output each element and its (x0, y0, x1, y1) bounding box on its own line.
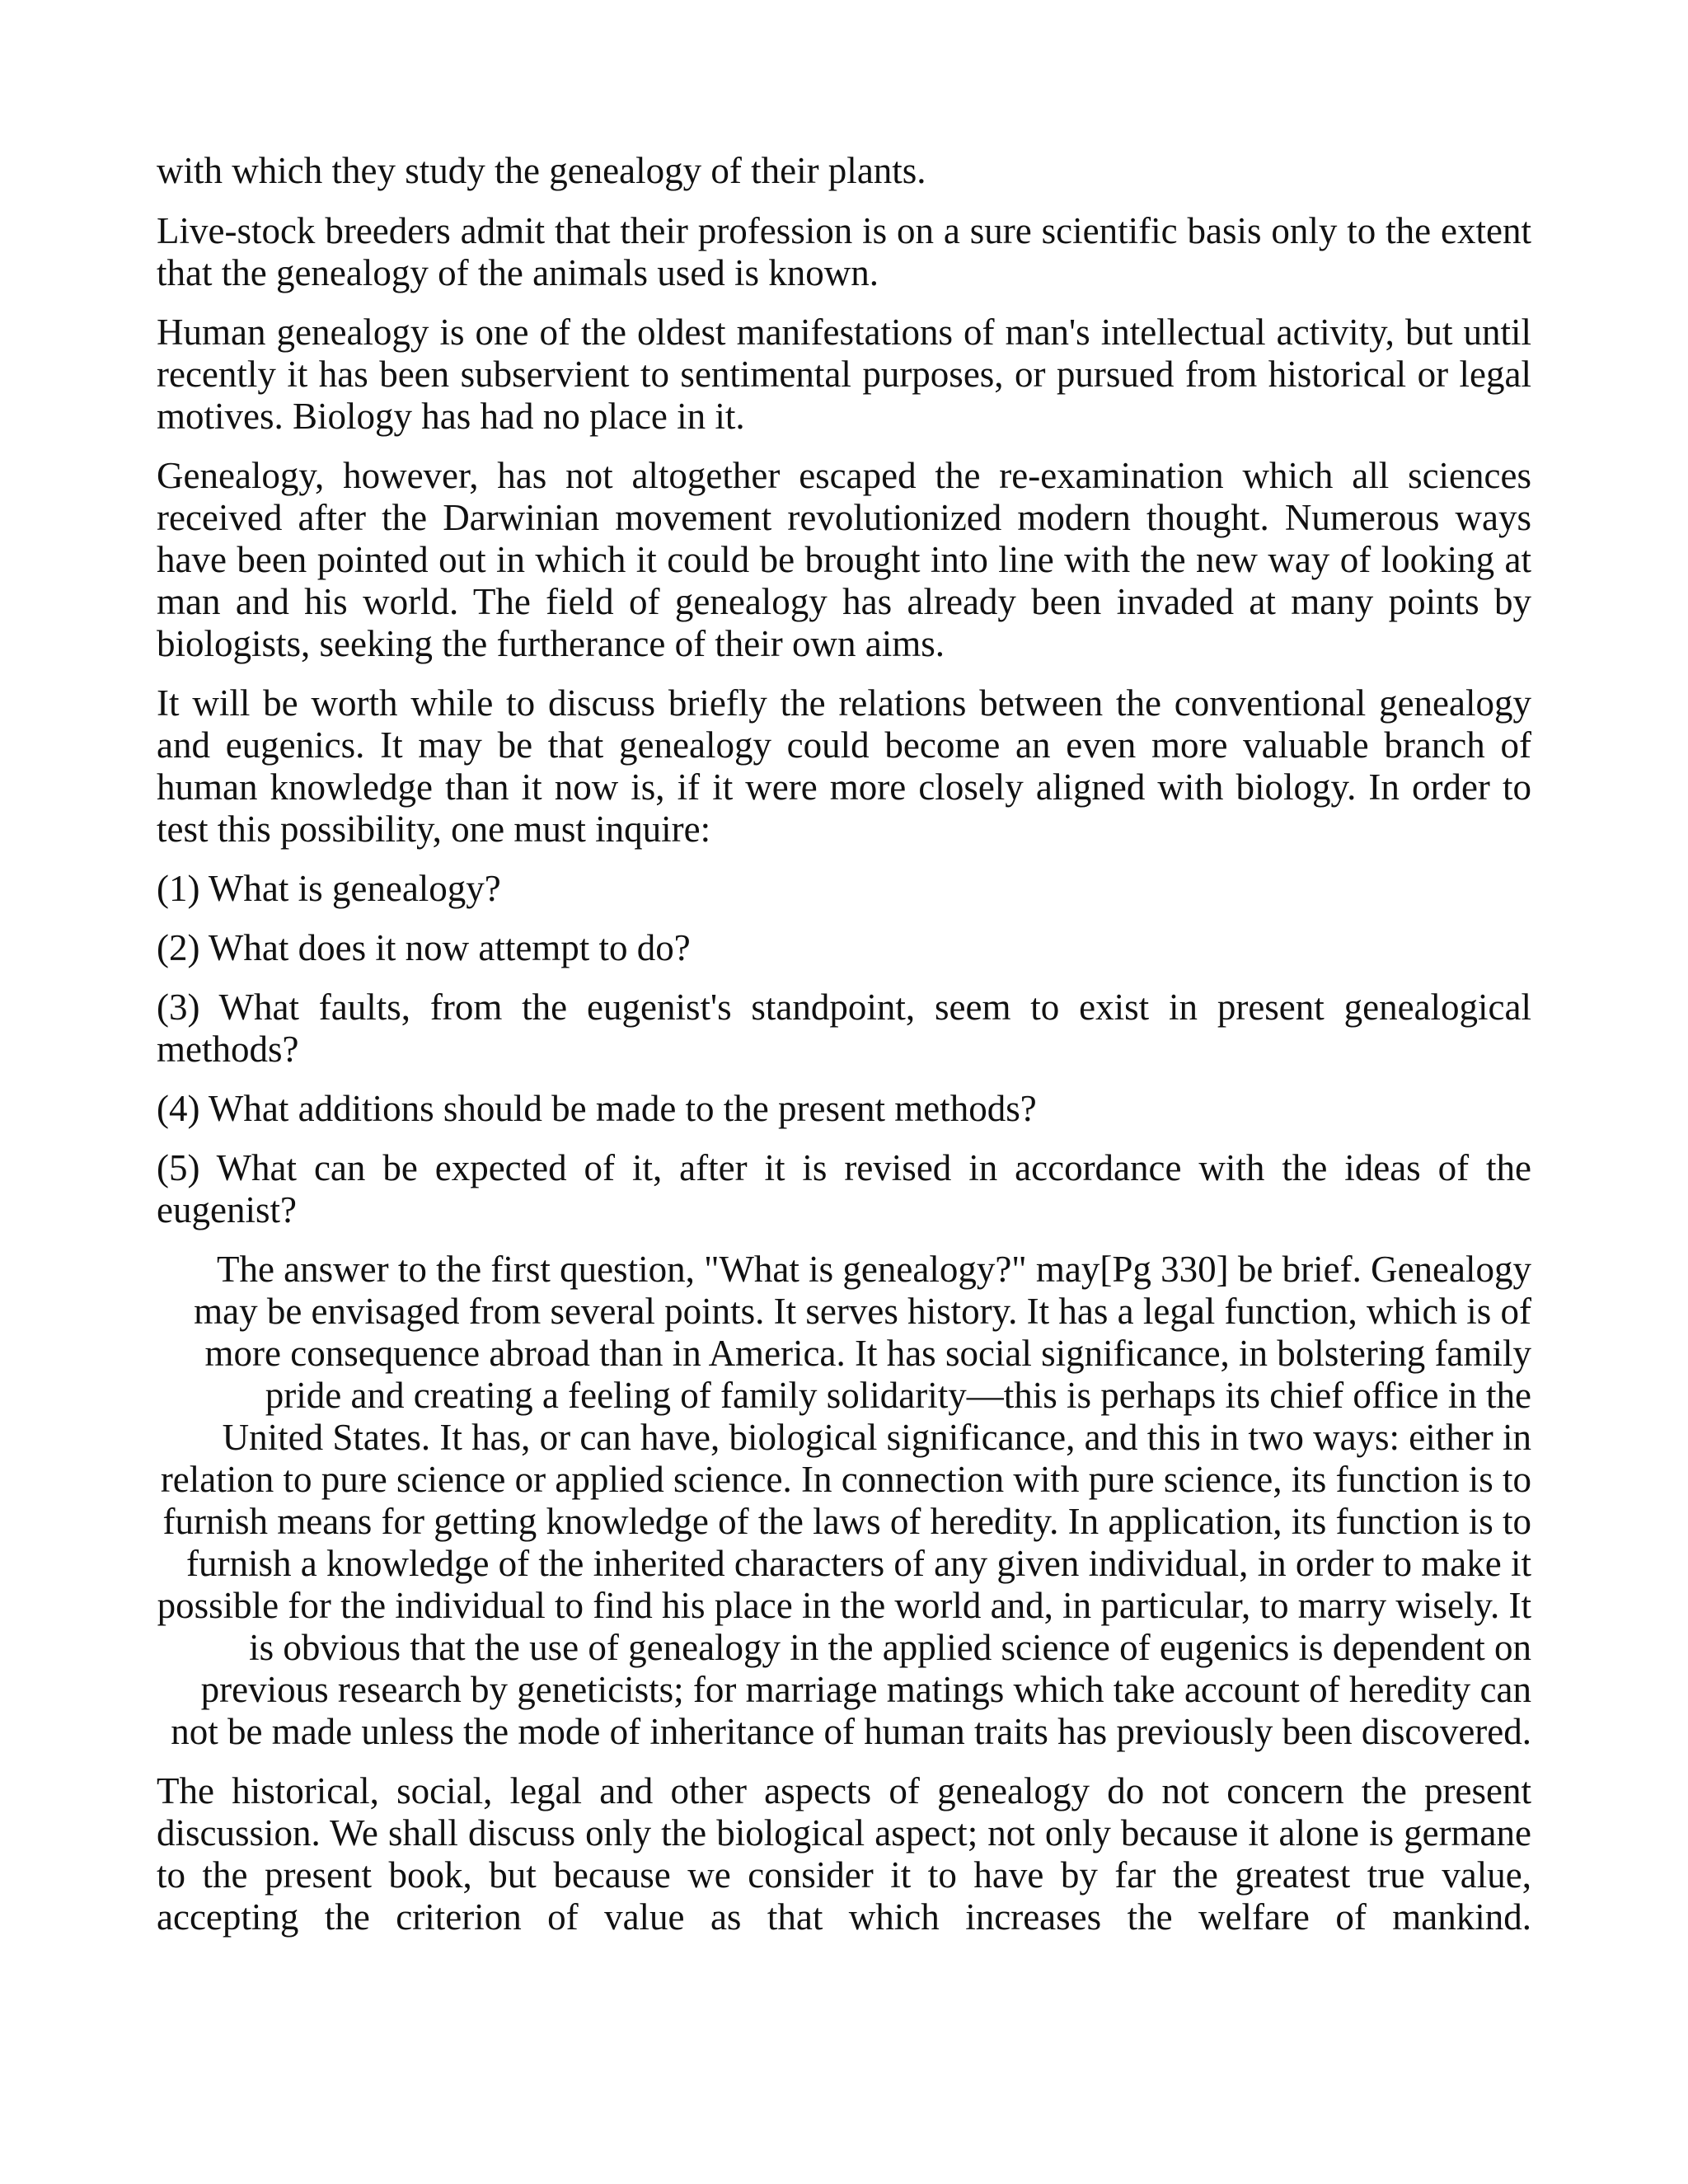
paragraph-darwinian: Genealogy, however, has not altogether escaped the re-examination which all sciences received after the Darwinian movement revolutionized modern thought. Numerous ways have been pointed out in which it could be brought into line with the new way of looking at man and his world. The field of genealogy has already been invaded at many points by biologists, seeking the furtherance of their own aims. (157, 455, 1531, 664)
paragraph-answer-first-question (157, 1249, 1531, 1753)
paragraph-plants: with which they study the genealogy of their plants. (157, 150, 926, 191)
paragraph-eugenics-relations: It will be worth while to discuss briefly the relations between the conventional genealogy and eugenics. It may be that genealogy could become an even more valuable branch of human knowledge than it now is, if it were more closely aligned with biology. In order to test this possibility, one must inquire: (157, 682, 1531, 850)
answer-text-start: The answer to the first question, "What is genealogy?" may (216, 1249, 1100, 1290)
paragraph-human-genealogy: Human genealogy is one of the oldest manifestations of man's intellectual activity, but until recently it has been subservient to sentimental purposes, or pursued from historical or legal motives. Biology has had no place in it. (157, 312, 1531, 437)
paragraph-biological-aspect: The historical, social, legal and other aspects of genealogy do not concern the present discussion. We shall discuss only the biological aspect; not only because it alone is germane to the present book, but because we consider it to have by far the greatest true value, accepting the criterion of value as that which increases the welfare of mankind. (157, 1770, 1531, 1938)
paragraph-livestock: Live-stock breeders admit that their profession is on a sure scientific basis only to the extent that the genealogy of the animals used is known. (157, 210, 1531, 293)
question-1: (1) What is genealogy? (157, 868, 501, 909)
page-number-marker: [Pg 330] (1100, 1249, 1229, 1290)
question-4: (4) What additions should be made to the present methods? (157, 1088, 1037, 1129)
question-2: (2) What does it now attempt to do? (157, 927, 691, 968)
question-5: (5) What can be expected of it, after it is revised in accordance with the ideas of the eugenist? (157, 1147, 1531, 1230)
answer-text-rest: be brief. Genealogy may be envisaged from several points. It serves history. It has a legal function, which is of more consequence abroad than in America. It has social significance, in bolstering family pride and creating a feeling of family solidarity—this is perhaps its chief office in the United States. It has, or can have, biological significance, and this in two ways: either in relation to pure science or applied science. In connection with pure science, its function is to furnish means for getting knowledge of the laws of heredity. In application, its function is to furnish a knowledge of the inherited characters of any given individual, in order to make it possible for the individual to find his place in the world and, in particular, to marry wisely. It is obvious that the use of genealogy in the applied science of eugenics is dependent on previous research by geneticists; for marriage matings which take account of heredity can not be made unless the mode of inheritance of human traits has previously been discovered. (157, 1249, 1531, 1752)
question-3: (3) What faults, from the eugenist's standpoint, seem to exist in present genealogical methods? (157, 987, 1531, 1070)
book-page (157, 150, 1531, 1956)
